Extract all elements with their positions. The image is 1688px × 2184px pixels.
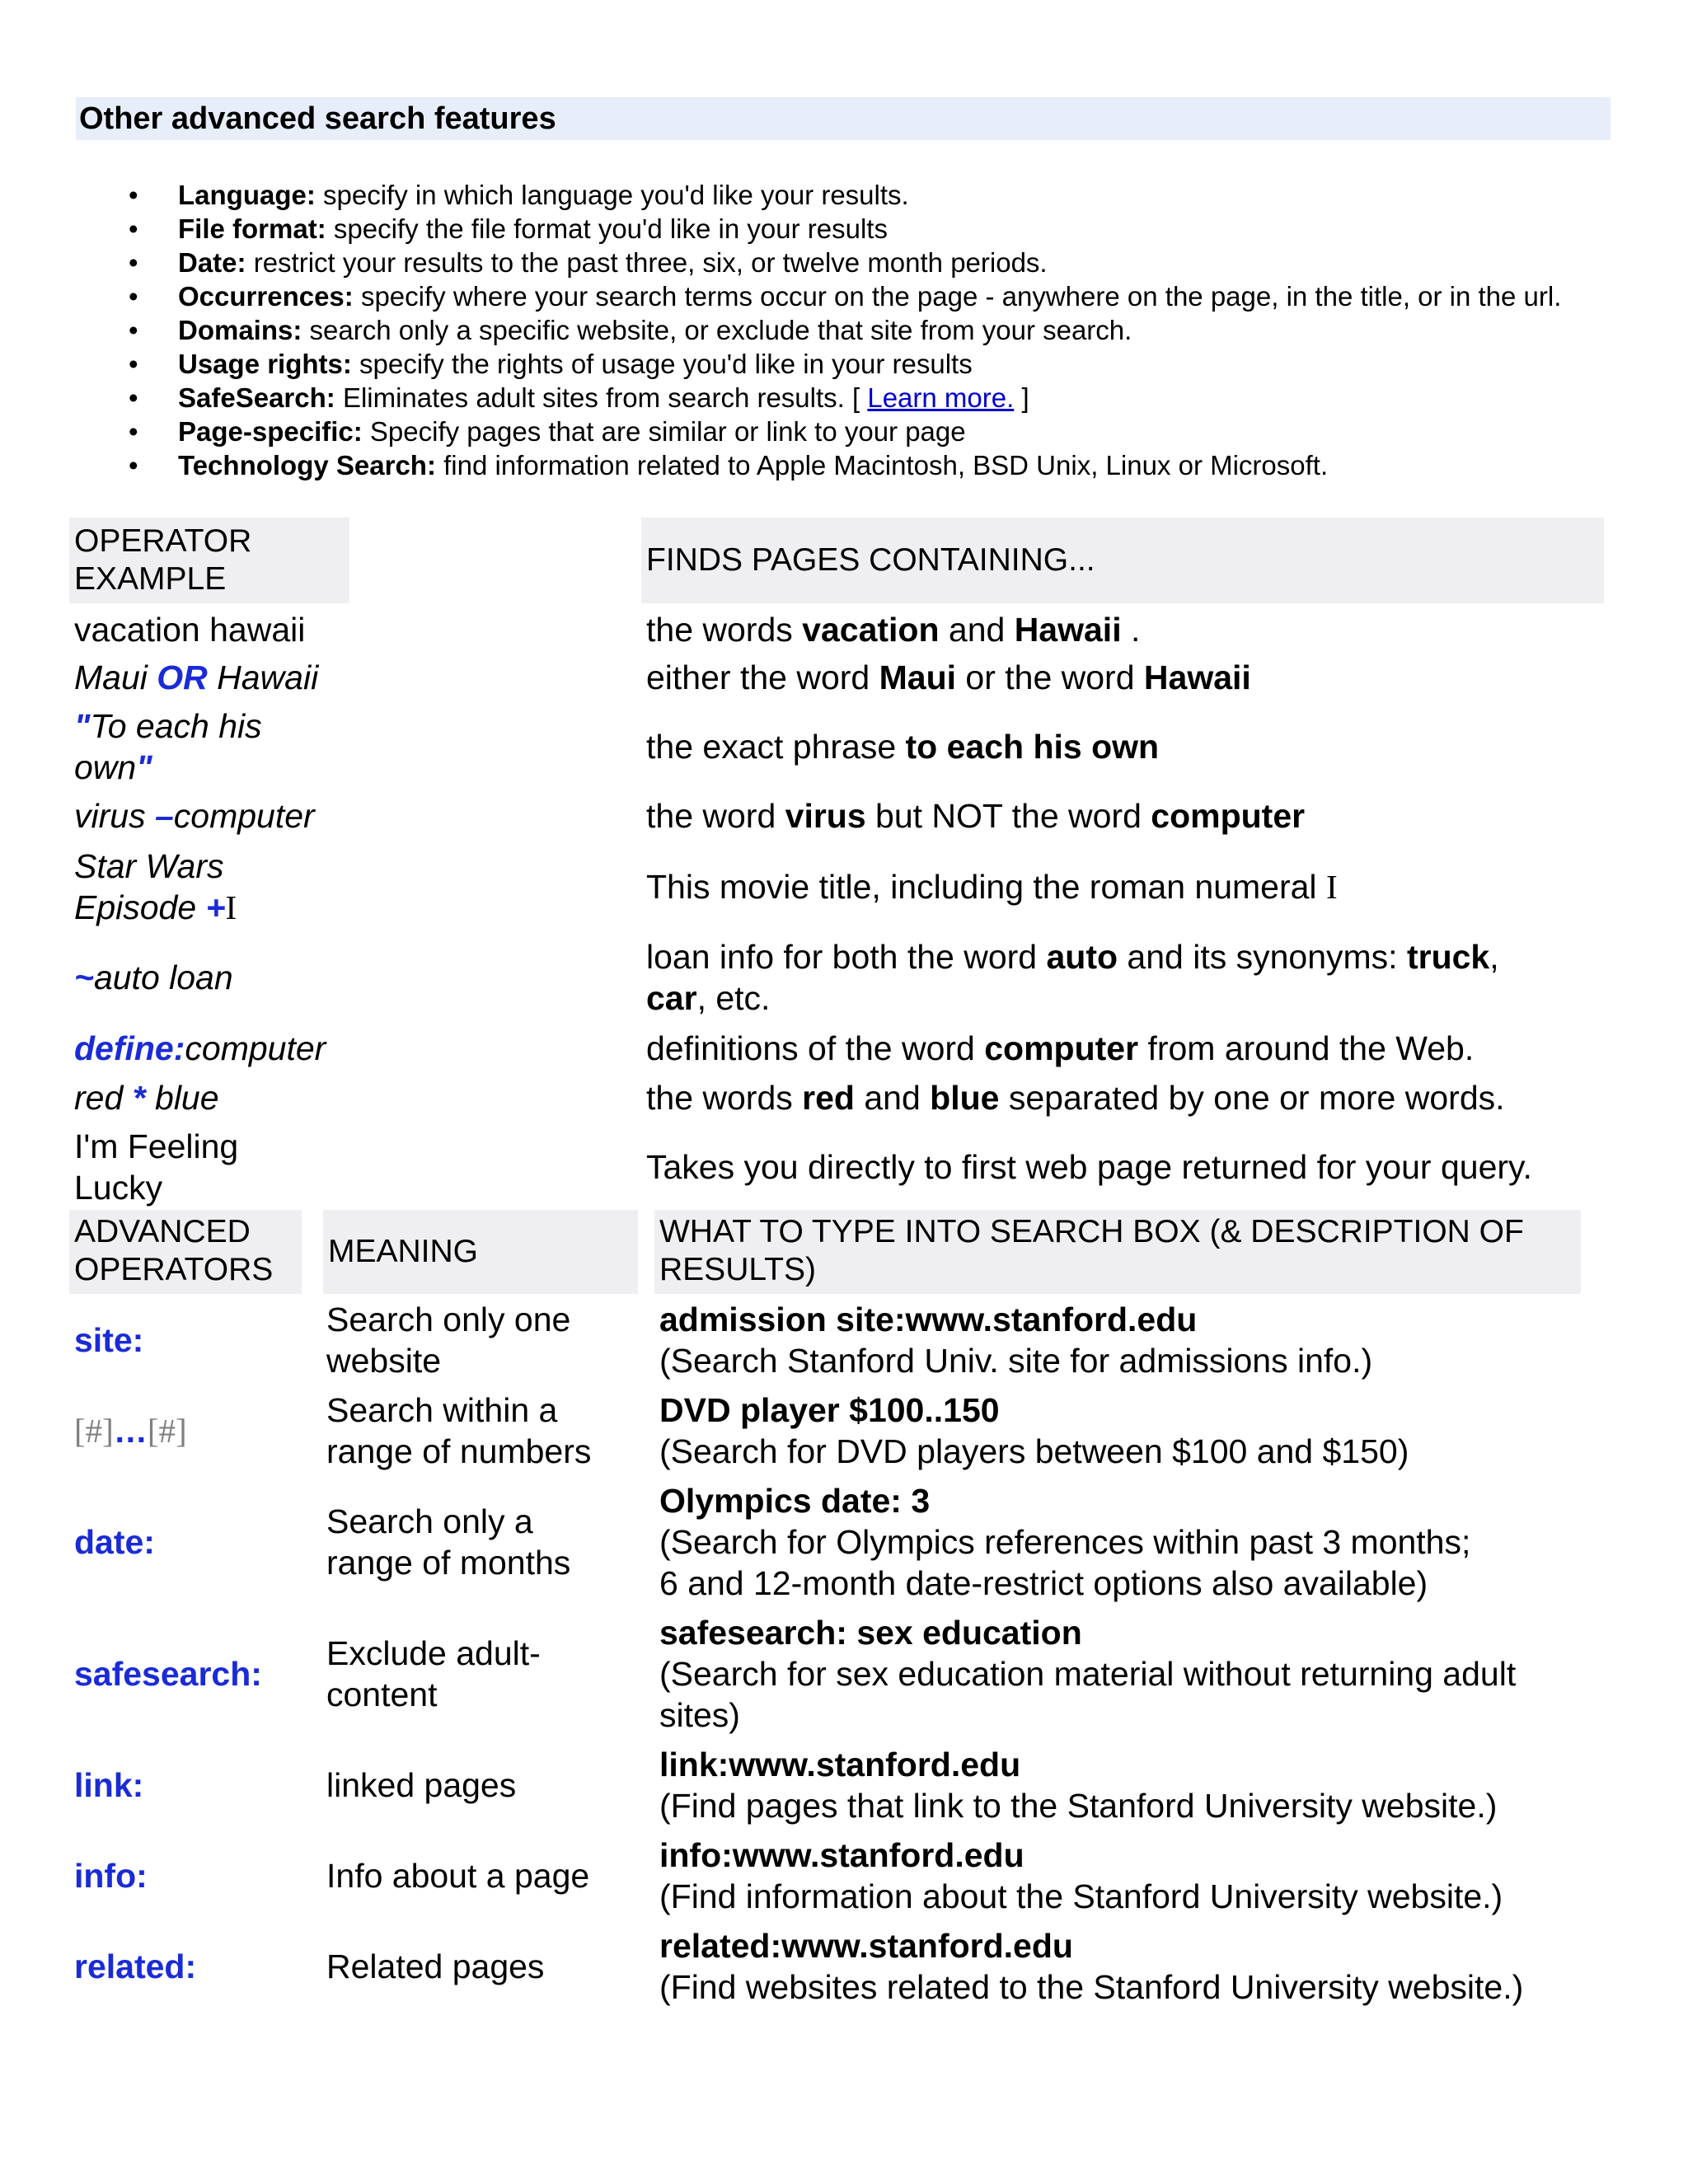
search-example: link:www.stanford.edu (Find pages that link to the Stanford University website.) — [659, 1746, 1498, 1825]
operator-meaning: Search within a range of numbers — [326, 1391, 592, 1470]
advanced-operator: related: — [74, 1947, 197, 1985]
operator-meaning: Search only one website — [326, 1301, 571, 1380]
operator-meaning: Search only a range of months — [326, 1502, 571, 1582]
operator-description: loan info for both the word auto and its synonyms: truck, car, etc. — [646, 938, 1499, 1017]
operator-example: red * blue — [74, 1079, 219, 1117]
operator-example: vacation hawaii — [74, 611, 306, 649]
or-operator: OR — [157, 658, 208, 696]
list-item: • Language: specify in which language you'd like your results. — [129, 180, 909, 210]
meaning-header: MEANING — [323, 1210, 638, 1294]
operator-description: definitions of the word computer from around the Web. — [646, 1029, 1475, 1067]
search-example: admission site:www.stanford.edu (Search Stanford Univ. site for admissions info.) — [659, 1301, 1373, 1380]
operator-description: the word virus but NOT the word computer — [646, 797, 1306, 835]
operator-example: virus –computer — [74, 797, 315, 835]
advanced-operator: site: — [74, 1321, 144, 1359]
search-example: Olympics date: 3 (Search for Olympics references within past 3 months; 6 and 12-month date-restrict options also available) — [659, 1482, 1471, 1602]
search-example: DVD player $100..150 (Search for DVD players between $100 and $150) — [659, 1391, 1409, 1470]
learn-more-link[interactable]: Learn more. — [867, 382, 1015, 413]
bullet-icon: • — [129, 213, 138, 244]
operator-example: I'm Feeling Lucky — [74, 1127, 239, 1207]
operator-example-header: OPERATOR EXAMPLE — [69, 518, 349, 603]
list-item: • Date: restrict your results to the past three, six, or twelve month periods. — [129, 247, 1048, 278]
list-item: • File format: specify the file format you'd like in your results — [129, 213, 888, 244]
operator-meaning: linked pages — [326, 1766, 517, 1804]
list-item: • Technology Search: find information related to Apple Macintosh, BSD Unix, Linux or Microsoft. — [129, 450, 1329, 480]
bullet-icon: • — [129, 281, 138, 312]
operator-description: This movie title, including the roman numeral I — [646, 868, 1338, 906]
operator-meaning: Info about a page — [326, 1857, 590, 1895]
advanced-operator: safesearch: — [74, 1655, 262, 1693]
search-example: related:www.stanford.edu (Find websites related to the Stanford University website.) — [659, 1927, 1524, 2006]
search-example: safesearch: sex education (Search for sex education material without returning adult sites) — [659, 1614, 1517, 1734]
finds-pages-header: FINDS PAGES CONTAINING... — [641, 518, 1604, 603]
operator-description: the words vacation and Hawaii . — [646, 611, 1141, 649]
advanced-operators-header: ADVANCED OPERATORS — [69, 1210, 302, 1294]
bullet-icon: • — [129, 180, 138, 210]
what-to-type-header: WHAT TO TYPE INTO SEARCH BOX (& DESCRIPTION OF RESULTS) — [654, 1210, 1581, 1294]
advanced-operator: [#]…[#] — [74, 1412, 187, 1450]
bullet-icon: • — [129, 382, 138, 413]
operator-example: ~auto loan — [74, 958, 233, 996]
advanced-operator: date: — [74, 1523, 155, 1561]
bullet-icon: • — [129, 247, 138, 278]
operator-example: define:computer — [74, 1029, 326, 1067]
operator-description: either the word Maui or the word Hawaii — [646, 658, 1251, 696]
operator-description: the words red and blue separated by one or more words. — [646, 1079, 1505, 1117]
list-item: • Page-specific: Specify pages that are similar or link to your page — [129, 416, 966, 447]
list-item: • Usage rights: specify the rights of usage you'd like in your results — [129, 349, 973, 379]
operator-example: Maui OR Hawaii — [74, 658, 319, 696]
list-item: • Occurrences: specify where your search terms occur on the page - anywhere on the page, in the title, or in the url. — [129, 281, 1562, 312]
operator-description: the exact phrase to each his own — [646, 728, 1160, 766]
bullet-icon: • — [129, 349, 138, 379]
operator-description: Takes you directly to first web page returned for your query. — [646, 1148, 1532, 1186]
operator-meaning: Related pages — [326, 1947, 545, 1985]
features-list — [0, 178, 1688, 482]
advanced-operator: info: — [74, 1857, 148, 1895]
operator-example: Star Wars Episode +I — [74, 847, 237, 926]
bullet-icon: • — [129, 315, 138, 345]
bullet-icon: • — [129, 416, 138, 447]
operator-example: "To each his own" — [74, 707, 262, 786]
section-title: Other advanced search features — [76, 97, 1611, 140]
list-item: • Domains: search only a specific website, or exclude that site from your search. — [129, 315, 1132, 345]
advanced-operator: link: — [74, 1766, 144, 1804]
list-item: • SafeSearch: Eliminates adult sites from search results. [ Learn more. ] — [129, 382, 1029, 413]
bullet-icon: • — [129, 450, 138, 480]
search-example: info:www.stanford.edu (Find information about the Stanford University website.) — [659, 1836, 1503, 1915]
operator-meaning: Exclude adult- content — [326, 1634, 541, 1713]
